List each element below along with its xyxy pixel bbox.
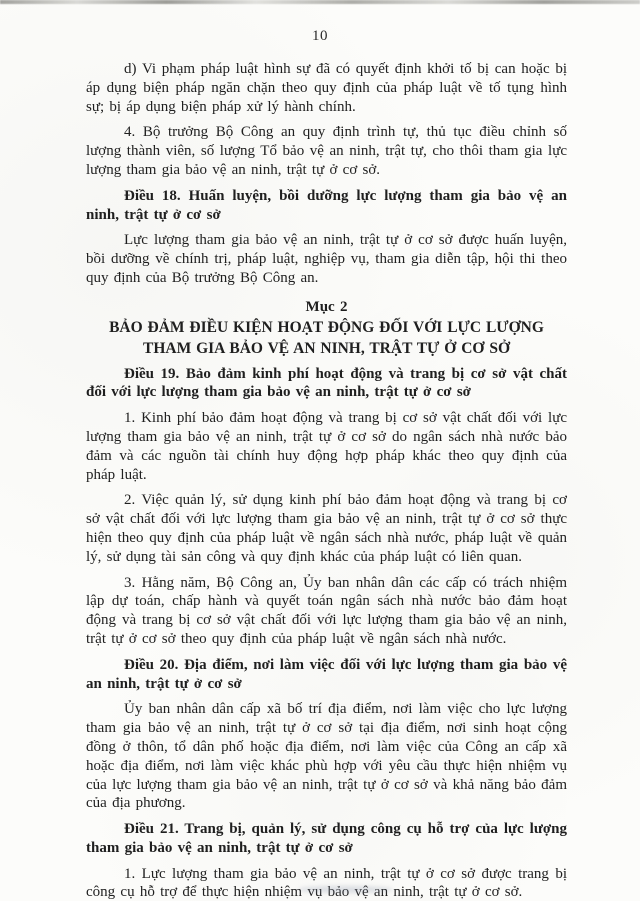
section-2-label: Mục 2	[305, 298, 348, 315]
article-19-clause-1: 1. Kinh phí bảo đảm hoạt động và trang bị cơ sở vật chất đối với lực lượng tham gia bảo vệ an ninh, trật tự ở cơ sở do ngân sách nhà nước bảo đảm và các nguồn tài chính huy động hợp pháp khác theo quy định của pháp luật.	[86, 410, 567, 483]
paragraph-clause-4: 4. Bộ trưởng Bộ Công an quy định trình tự, thủ tục điều chỉnh số lượng thành viên, số lượng Tổ bảo vệ an ninh, trật tự, cho thôi tham gia lực lượng tham gia bảo vệ an ninh, trật tự ở cơ sở.	[86, 124, 567, 178]
article-18-body: Lực lượng tham gia bảo vệ an ninh, trật tự ở cơ sở được huấn luyện, bồi dưỡng về chính trị, pháp luật, nghiệp vụ, tham gia diễn tập, hội thi theo quy định của Bộ trưởng Bộ Công an.	[86, 232, 567, 286]
scan-artifact-bottom-smudge	[298, 886, 393, 893]
page-number: 10	[312, 28, 328, 44]
article-19-clause-3: 3. Hằng năm, Bộ Công an, Ủy ban nhân dân các cấp có trách nhiệm lập dự toán, chấp hành và quyết toán ngân sách nhà nước bảo đảm hoạt động và trang bị cơ sở vật chất đối với lực lượng tham gia bảo vệ an ninh, trật tự ở cơ sở theo quy định của pháp luật về ngân sách nhà nước.	[86, 574, 567, 647]
article-21-clause-1: 1. Lực lượng tham gia bảo vệ an ninh, trật tự ở cơ sở được trang bị công cụ hỗ trợ để thực hiện nhiệm vụ bảo vệ an ninh, trật tự ở cơ sở.	[86, 865, 567, 901]
article-20-body: Ủy ban nhân dân cấp xã bố trí địa điểm, nơi làm việc cho lực lượng tham gia bảo vệ an ninh, trật tự ở cơ sở tại địa điểm, nơi sinh hoạt cộng đồng ở thôn, tổ dân phố hoặc địa điểm, nơi làm việc của Công an cấp xã hoặc địa điểm, nơi làm việc khác phù hợp với yêu cầu thực hiện nhiệm vụ của lực lượng tham gia bảo vệ an ninh, trật tự ở cơ sở và khả năng bảo đảm của địa phương.	[86, 701, 567, 812]
article-20-heading: Điều 20. Địa điểm, nơi làm việc đối với lực lượng tham gia bảo vệ an ninh, trật tự ở cơ sở	[86, 656, 567, 692]
paragraph-clause-d: d) Vi phạm pháp luật hình sự đã có quyết định khởi tố bị can hoặc bị áp dụng biện pháp ngăn chặn theo quy định của pháp luật về tố tụng hình sự; bị áp dụng biện pháp xử lý hành chính.	[86, 61, 567, 115]
article-19-clause-2: 2. Việc quản lý, sử dụng kinh phí bảo đảm hoạt động và trang bị cơ sở vật chất đối với lực lượng tham gia bảo vệ an ninh, trật tự ở cơ sở thực hiện theo quy định của pháp luật về ngân sách nhà nước, pháp luật về quản lý, sử dụng tài sản công và quy định khác của pháp luật có liên quan.	[86, 492, 567, 565]
article-18-heading: Điều 18. Huấn luyện, bồi dưỡng lực lượng tham gia bảo vệ an ninh, trật tự ở cơ sở	[86, 187, 567, 223]
article-19-heading: Điều 19. Bảo đảm kinh phí hoạt động và trang bị cơ sở vật chất đối với lực lượng tham gia bảo vệ an ninh, trật tự ở cơ sở	[86, 365, 567, 401]
scan-artifact-top-edge	[0, 0, 640, 4]
article-21-heading: Điều 21. Trang bị, quản lý, sử dụng công cụ hỗ trợ của lực lượng tham gia bảo vệ an ninh, trật tự ở cơ sở	[86, 821, 567, 856]
section-2-title: BẢO ĐẢM ĐIỀU KIỆN HOẠT ĐỘNG ĐỐI VỚI LỰC LƯỢNG THAM GIA BẢO VỆ AN NINH, TRẬT TỰ Ở CƠ SỞ	[109, 318, 544, 357]
document-body	[86, 60, 567, 901]
